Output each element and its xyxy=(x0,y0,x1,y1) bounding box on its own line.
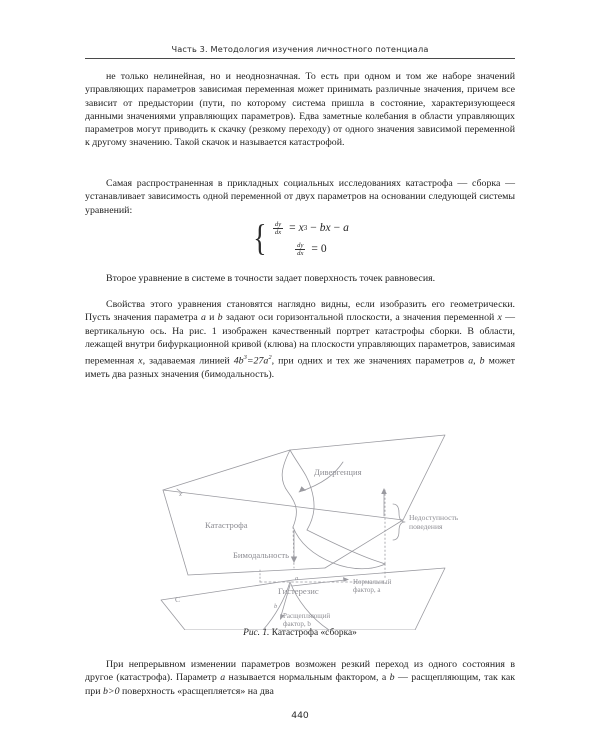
label-divergence: Дивергенция xyxy=(314,467,362,477)
formula-4b: 4b xyxy=(233,355,244,367)
derivative-fraction xyxy=(295,242,305,257)
minus-sign-2: − xyxy=(333,222,341,234)
italic-var-a2: a xyxy=(468,355,474,367)
text-run: , задаваемая линией xyxy=(142,355,234,367)
inequality-b-gt-0: b>0 xyxy=(102,685,120,697)
running-head: Часть 3. Методология изучения личностного потенциала xyxy=(171,44,429,54)
label-corner-c: C xyxy=(175,595,181,604)
label-splitting-factor-line1: Расщепляющий xyxy=(283,612,331,620)
text-run: называется нормальным фактором, а xyxy=(225,672,390,684)
up-arrowhead xyxy=(381,488,387,494)
italic-var-b3: b xyxy=(389,672,395,684)
divergence-arrowhead xyxy=(299,486,306,492)
text-run: — расщепляющим, так как при xyxy=(85,672,515,697)
equation-block xyxy=(85,219,515,258)
text-run: , при одних и тех же значениях параметров xyxy=(271,355,469,367)
text-run: , xyxy=(473,355,480,367)
equals-sign: = xyxy=(311,243,318,255)
text-run: и xyxy=(205,312,218,324)
surface-left-edge xyxy=(163,490,325,575)
label-catastrophe: Катастрофа xyxy=(205,520,248,530)
equals-sign: = xyxy=(289,222,296,234)
text-run: поверхность «расщепляется» на два xyxy=(119,685,274,697)
text-run: задают оси горизонтальной плоскости, а значения переменной xyxy=(222,312,498,324)
derivative-fraction xyxy=(273,221,283,236)
normal-factor-arrowhead xyxy=(343,577,349,582)
label-inaccessibility-line2: поведения xyxy=(409,522,443,531)
formula-exp-3: 3 xyxy=(243,354,247,362)
figure-number: Рис. 1. xyxy=(243,628,270,638)
page-number: 440 xyxy=(291,710,309,721)
label-inaccessibility-line1: Недоступность xyxy=(409,513,459,522)
paragraph-text: Самая распространенная в прикладных социальных исследованиях катастрофа — сборка — устанавливает зависимость одной переменной от двух параметров на основании следующей системы уравнений: xyxy=(85,178,515,216)
cusp-catastrophe-svg xyxy=(85,430,515,630)
equation-rows xyxy=(270,219,349,258)
label-normal-factor-line2: фактор, a xyxy=(353,586,381,594)
figure-caption-text: Катастрофа «сборка» xyxy=(269,628,357,638)
body-paragraph-1 xyxy=(85,70,515,150)
variable-x: x xyxy=(298,222,304,234)
surface-upper-outline xyxy=(163,435,445,520)
fold-line-left xyxy=(282,450,296,527)
term-bx: bx xyxy=(319,222,331,234)
fraction-numerator: dy xyxy=(297,241,304,249)
exponent-3: 3 xyxy=(303,224,308,232)
paragraph-text xyxy=(85,298,515,381)
fraction-numerator: dy xyxy=(274,220,282,228)
value-zero: 0 xyxy=(320,243,327,255)
formula-27a: =27a xyxy=(246,355,269,367)
italic-var-x: x xyxy=(497,312,502,324)
equation-line-1 xyxy=(270,219,349,237)
paragraph-text: Второе уравнение в системе в точности задает поверхность точек равновесия. xyxy=(106,273,436,284)
italic-var-b: b xyxy=(217,312,223,324)
body-paragraph-3 xyxy=(85,272,515,285)
paragraph-text: не только нелинейная, но и неоднозначная. То есть при одном и том же наборе значений управляющих параметров зависимая переменная может принимать различные значения, причем все зависит от предыстории (пути, по которому система пришла в состояние, характеризующееся данными значениями управляющих параметров). Едва заметные колебания в области управляющих параметров могут приводить к скачку (резкому переходу) от одного значения зависимой переменной к другому значению. Такой скачок и называется катастрофой. xyxy=(85,71,515,149)
equation-system xyxy=(251,219,349,258)
figure-cusp-catastrophe xyxy=(85,430,515,630)
label-axis-a: a xyxy=(295,575,299,582)
cusp-curve-lower xyxy=(293,527,385,569)
figure-caption xyxy=(85,628,515,638)
paragraph-text xyxy=(85,658,515,698)
body-paragraph-4 xyxy=(85,298,515,381)
label-hysteresis: Гистерезис xyxy=(278,586,319,596)
body-paragraph-5 xyxy=(85,658,515,698)
text-run: Свойства этого уравнения становятся наглядно видны, если изобразить его геометрически. Пусть значения параметра xyxy=(85,299,515,324)
fraction-denominator: dx xyxy=(297,249,304,257)
italic-var-a: a xyxy=(200,312,206,324)
italic-var-a3: a xyxy=(220,672,226,684)
label-normal-factor-line1: Нормальный xyxy=(353,578,392,586)
label-bimodality: Бимодальность xyxy=(233,550,290,560)
text-run: — вертикальную ось. На рис. 1 изображен качественный портрет катастрофы сборки. В области, лежащей внутри бифуркационной кривой (клюва) на плоскости управляющих параметров, зависимая переменная xyxy=(85,312,516,367)
left-brace-icon: { xyxy=(253,218,267,259)
minus-sign-1: − xyxy=(310,222,317,234)
italic-var-x2: x xyxy=(138,355,143,367)
italic-var-b2: b xyxy=(479,355,485,367)
cusp-curve-upper xyxy=(307,530,385,564)
term-a: a xyxy=(343,222,349,234)
label-splitting-factor-line2: фактор, b xyxy=(283,620,311,628)
text-run: может иметь два разных значения (бимодальность). xyxy=(85,355,515,380)
label-axis-x: x xyxy=(179,491,182,498)
catastrophe-arrowhead xyxy=(291,557,297,564)
text-run: При непрерывном изменении параметров возможен резкий переход из одного состояния в другое (катастрофа). Параметр xyxy=(85,659,515,684)
fraction-denominator: dx xyxy=(274,228,282,236)
label-axis-b: b xyxy=(274,603,278,610)
equation-line-2 xyxy=(270,240,349,258)
header-rule xyxy=(85,58,515,59)
formula-exp-2: 2 xyxy=(268,354,272,362)
body-paragraph-2 xyxy=(85,177,515,217)
